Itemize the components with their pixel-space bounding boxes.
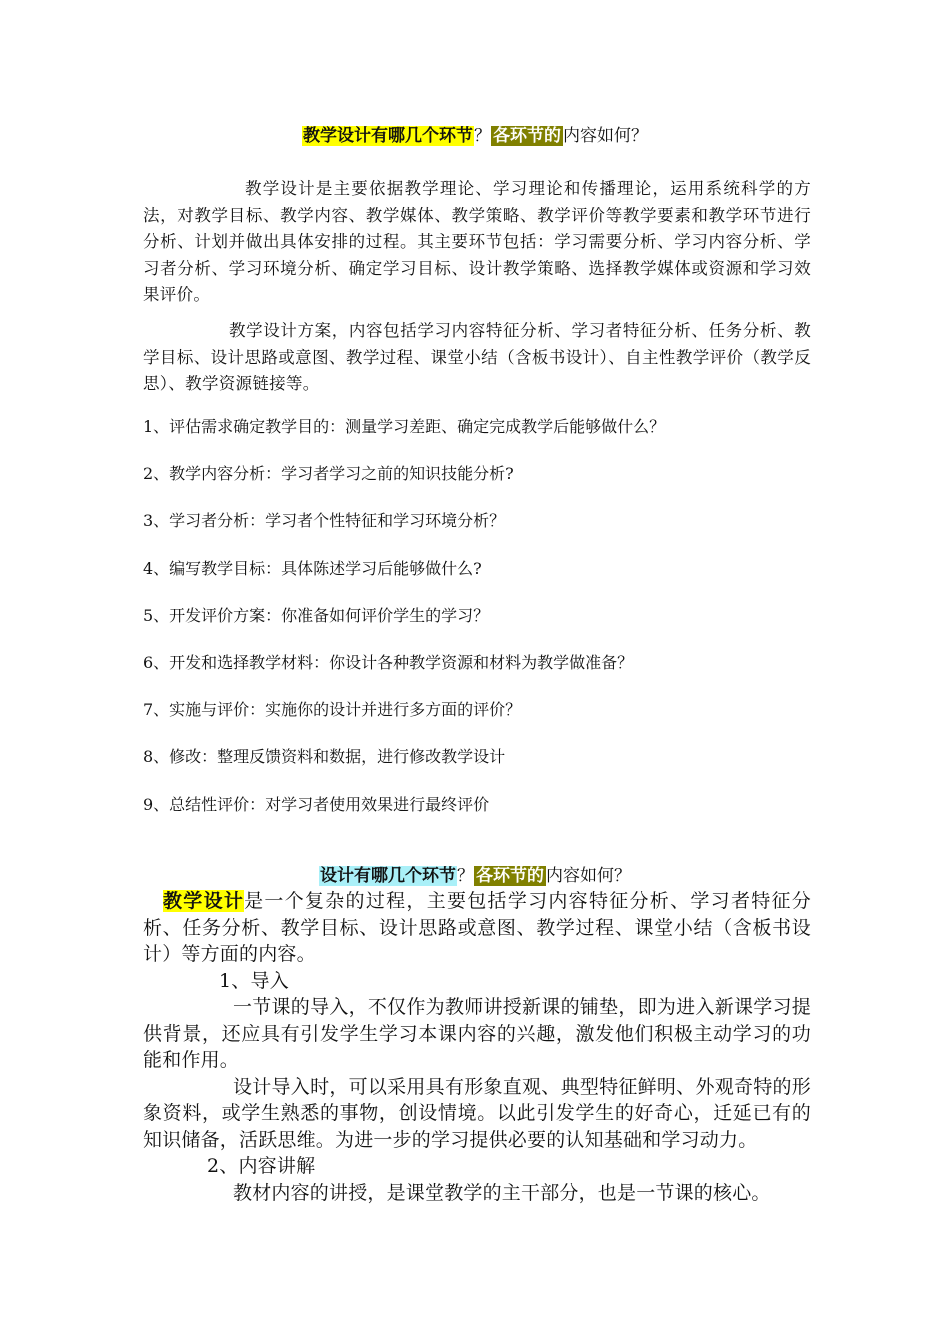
list-item: 2、教学内容分析：学习者学习之前的知识技能分析? <box>143 464 514 484</box>
list-item: 3、学习者分析：学习者个性特征和学习环境分析？ <box>143 511 506 531</box>
list-item: 5、开发评价方案：你准备如何评价学生的学习？ <box>143 605 490 625</box>
document-title <box>0 123 950 149</box>
intro-paragraph-2: 教学设计方案，内容包括学习内容特征分析、学习者特征分析、任务分析、教学目标、设计思路或意图、教学过程、课堂小结（含板书设计）、自主性教学评价（教学反思）、教学资源链接等。 <box>143 321 811 393</box>
section-lead-paragraph <box>143 888 811 968</box>
list-item: 6、开发和选择教学材料：你设计各种教学资源和材料为教学做准备？ <box>143 652 634 672</box>
list-item: 9、总结性评价：对学习者使用效果进行最终评价 <box>143 794 490 814</box>
title-highlight-yellow: 教学设计有哪几个环节 <box>303 126 473 146</box>
intro-paragraph-a: 一节课的导入，不仅作为教师讲授新课的铺垫，即为进入新课学习提供背景，还应具有引发学生学习本课内容的兴趣，激发他们积极主动学习的功能和作用。 <box>143 996 811 1071</box>
subheading-content: 2、内容讲解 <box>207 1155 316 1177</box>
steps-list <box>143 414 823 839</box>
list-item: 1、评估需求确定教学目的：测量学习差距、确定完成教学后能够做什么？ <box>143 417 666 436</box>
intro-paragraph-1: 教学设计是主要依据教学理论、学习理论和传播理论，运用系统科学的方法，对教学目标、教学内容、教学媒体、教学策略、教学评价等教学要素和教学环节进行分析、计划并做出具体安排的过程。其主要环节包括：学习需要分析、学习内容分析、学习者分析、学习环境分析、确定学习目标、设计教学策略、选择教学媒体或资源和学习效果评价。 <box>143 179 811 304</box>
list-item: 8、修改：整理反馈资料和数据，进行修改教学设计 <box>143 747 506 767</box>
content-paragraph: 教材内容的讲授，是课堂教学的主干部分，也是一节课的核心。 <box>233 1181 771 1204</box>
list-item: 7、实施与评价：实施你的设计并进行多方面的评价？ <box>143 700 522 720</box>
lead-text: 是一个复杂的过程，主要包括学习内容特征分析、学习者特征分析、任务分析、教学目标、设计思路或意图、教学过程、课堂小结（含板书设计）等方面的内容。 <box>143 890 811 965</box>
title-highlight-olive: 各环节的 <box>493 126 561 146</box>
title-tail: 内容如何？ <box>563 126 648 146</box>
subheading-intro: 1、导入 <box>219 969 289 992</box>
section-title-highlight-olive: 各环节的 <box>476 866 544 886</box>
section-body <box>143 888 811 1206</box>
lead-keyword: 教学设计 <box>163 890 245 912</box>
section-title-question-mark: ？ <box>457 866 474 886</box>
section-title <box>0 863 950 889</box>
intro-paragraph-b: 设计导入时，可以采用具有形象直观、典型特征鲜明、外观奇特的形象资料，或学生熟悉的事物，创设情境。以此引发学生的好奇心，迁延已有的知识储备，活跃思维。为进一步的学习提供必要的认知基础和学习动力。 <box>143 1075 811 1151</box>
section-title-tail: 内容如何？ <box>546 866 631 886</box>
section-title-highlight-cyan: 设计有哪几个环节 <box>320 866 456 886</box>
list-item: 4、编写教学目标：具体陈述学习后能够做什么? <box>143 558 482 578</box>
title-question-mark: ？ <box>474 126 491 146</box>
